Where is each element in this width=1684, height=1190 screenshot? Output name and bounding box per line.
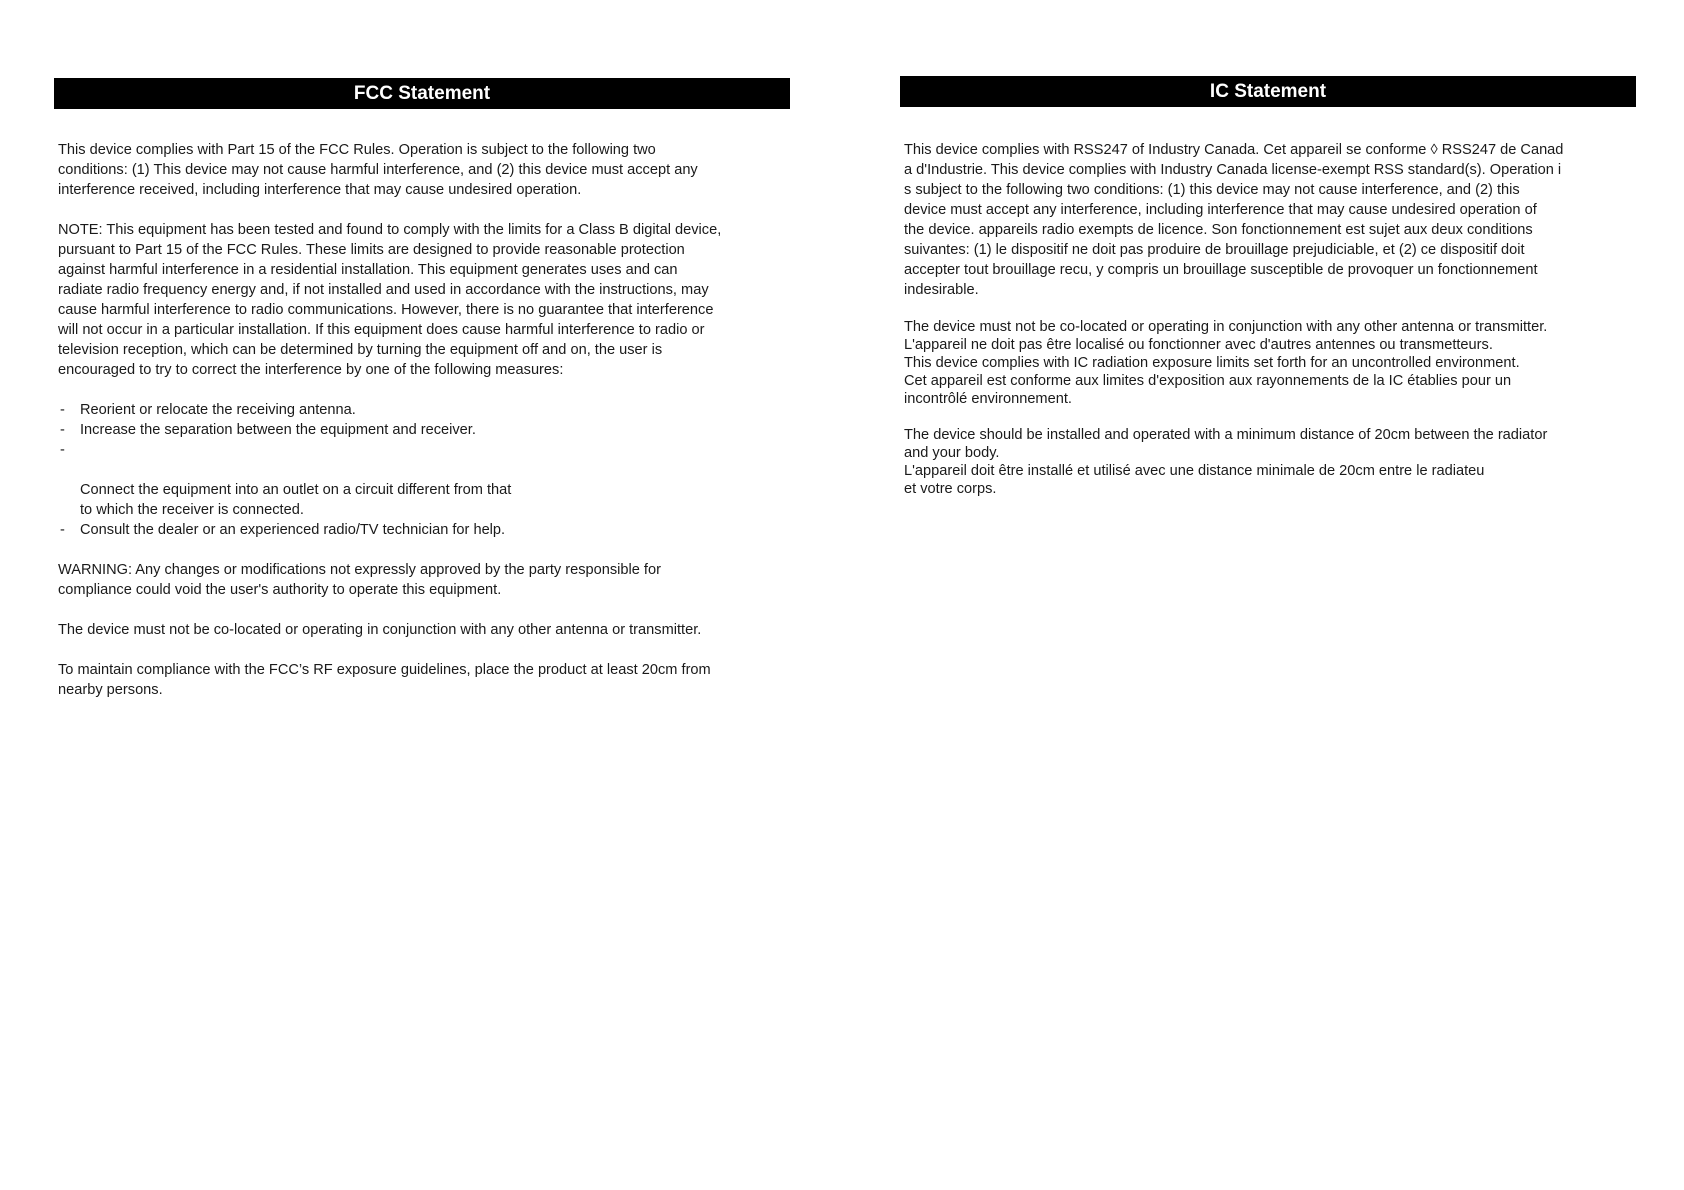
list-item (58, 420, 786, 440)
ic-statement-body (904, 140, 1634, 516)
fcc-warning-paragraph: WARNING: Any changes or modifications not expressly approved by the party responsible for compliance could void the user's authority to operate this equipment. (58, 562, 661, 598)
list-dash: - (60, 422, 65, 438)
list-item-text: Reorient or relocate the receiving antenna. (80, 402, 356, 418)
list-item-text: Increase the separation between the equipment and receiver. (80, 422, 476, 438)
list-dash: - (60, 442, 65, 458)
fcc-compliance-paragraph: This device complies with Part 15 of the FCC Rules. Operation is subject to the following two conditions: (1) This device may not cause harmful interference, and (2) this device must accept any interference received, including interference that may cause undesired operation. (58, 142, 698, 198)
list-dash: - (60, 402, 65, 418)
ic-colocation-paragraph: The device must not be co-located or operating in conjunction with any other antenna or transmitter. L'appareil ne doit pas être localisé ou fonctionner avec d'autres antennes ou transmetteurs. This device complies with IC radiation exposure limits set forth for an uncontrolled environment. Cet appareil est conforme aux limites d'exposition aux rayonnements de la IC établies pour un incontrôlé environnement. (904, 319, 1548, 407)
list-item-text: Consult the dealer or an experienced radio/TV technician for help. (80, 522, 506, 538)
list-item (58, 520, 786, 540)
fcc-rf-exposure-paragraph: To maintain compliance with the FCC’s RF exposure guidelines, place the product at least 20cm from nearby persons. (58, 662, 711, 698)
fcc-statement-body (58, 140, 786, 720)
fcc-statement-title: FCC Statement (54, 78, 790, 109)
fcc-colocation-paragraph: The device must not be co-located or operating in conjunction with any other antenna or transmitter. (58, 622, 702, 638)
fcc-measures-list (58, 400, 786, 540)
list-dash: - (60, 522, 65, 538)
ic-statement-title: IC Statement (900, 76, 1636, 107)
ic-distance-paragraph: The device should be installed and operated with a minimum distance of 20cm between the radiator and your body. L'appareil doit être installé et utilisé avec une distance minimale de 20cm entre le radiateu et votre corps. (904, 427, 1548, 497)
list-item (58, 440, 786, 520)
ic-compliance-paragraph: This device complies with RSS247 of Industry Canada. Cet appareil se conforme ◊ RSS247 de Canad a d'Industrie. This device complies with Industry Canada license-exempt RSS standard(s). Operation i s subject to the following two conditions: (1) this device may not cause interference, and (2) this device must accept any interference, including interference that may cause undesired operation of the device. appareils radio exempts de licence. Son fonctionnement est sujet aux deux conditions suivantes: (1) le dispositif ne doit pas produire de brouillage prejudiciable, et (2) ce dispositif doit accepter tout brouillage recu, y compris un brouillage susceptible de provoquer un fonctionnement indesirable. (904, 142, 1564, 298)
list-item (58, 400, 786, 420)
list-item-text: Connect the equipment into an outlet on a circuit different from that to which the receiver is connected. (80, 482, 512, 518)
fcc-note-paragraph: NOTE: This equipment has been tested and found to comply with the limits for a Class B digital device, pursuant to Part 15 of the FCC Rules. These limits are designed to provide reasonable protection against harmful interference in a residential installation. This equipment generates uses and can radiate radio frequency energy and, if not installed and used in accordance with the instructions, may cause harmful interference to radio communications. However, there is no guarantee that interference will not occur in a particular installation. If this equipment does cause harmful interference to radio or television reception, which can be determined by turning the equipment off and on, the user is encouraged to try to correct the interference by one of the following measures: (58, 222, 722, 378)
